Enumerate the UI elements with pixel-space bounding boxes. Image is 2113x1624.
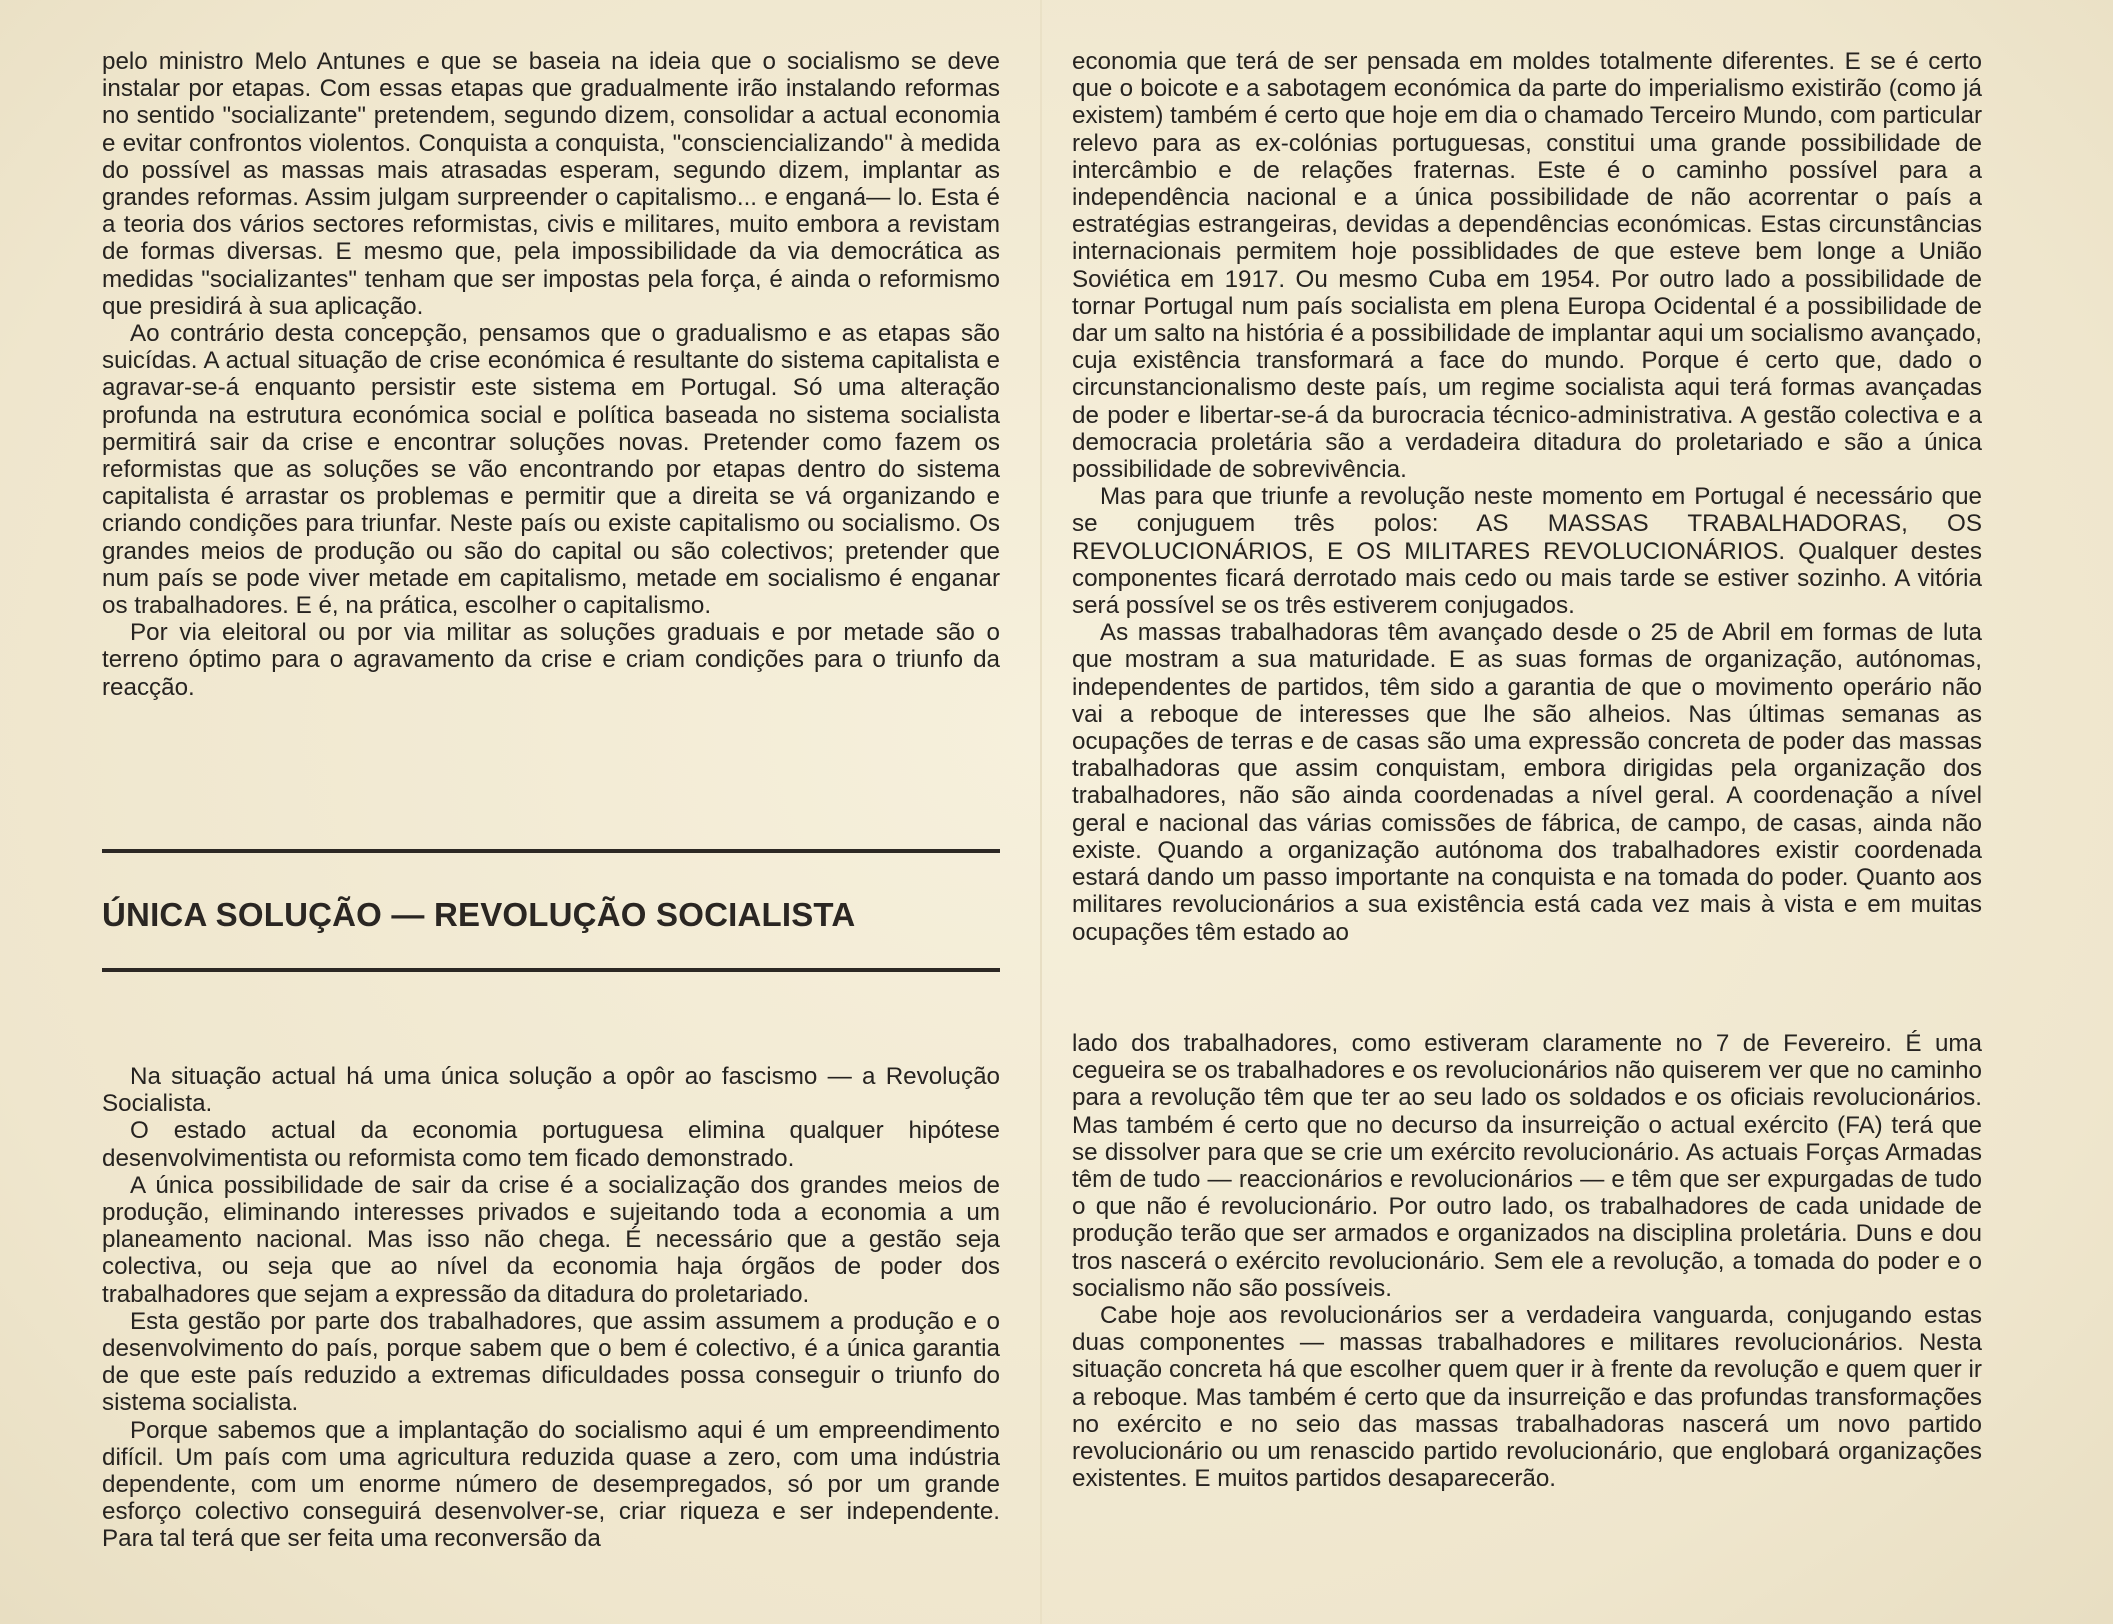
right-column-top	[1072, 48, 1982, 946]
paragraph: Mas para que triunfe a revolução neste momento em Portugal é necessário que se conjuguem três polos: AS MASSAS TRABALHADORAS, OS REVOLUCIONÁRIOS, E OS MILITARES REVOLUCIONÁRIOS. Qualquer destes componentes ficará derrotado mais cedo ou mais tarde se estiver sozinho. A vitória será possível se os três estiverem conjugados.	[1072, 483, 1982, 620]
heading-rule-bottom	[102, 968, 1000, 972]
paragraph: Por via eleitoral ou por via militar as soluções graduais e por metade são o terreno óptimo para o agravamento da crise e criam condições para o triunfo da reacção.	[102, 619, 1000, 701]
paragraph: Ao contrário desta concepção, pensamos que o gradualismo e as etapas são suicídas. A actual situação de crise económica é resultante do sistema capitalista e agravar-se-á enquanto persistir este sistema em Portugal. Só uma alteração profunda na estrutura económica social e política baseada no sistema socialista permitirá sair da crise e encontrar soluções novas. Pretender como fazem os reformistas que as soluções se vão encontrando por etapas dentro do sistema capitalista é arrastar os problemas e permitir que a direita se vá organizando e criando condições para triunfar. Neste país ou existe capitalismo ou socialismo. Os grandes meios de produção ou são do capital ou são colectivos; pretender que num país se pode viver metade em capitalismo, metade em socialismo é enganar os trabalhadores. E é, na prática, escolher o capitalismo.	[102, 320, 1000, 620]
paragraph: economia que terá de ser pensada em moldes totalmente diferentes. E se é certo que o boicote e a sabotagem económica da parte do imperialismo existirão (como já existem) também é certo que hoje em dia o chamado Terceiro Mundo, com particular relevo para as ex-colónias portuguesas, constitui uma grande possibilidade de intercâmbio e de relações fraternas. Este é o caminho possível para a independência nacional e a única possibilidade de não acorrentar o país a estratégias estrangeiras, devidas a dependências económicas. Estas circunstâncias internacionais permitem hoje possiblidades de que esteve bem longe a União Soviética em 1917. Ou mesmo Cuba em 1954. Por outro lado a possibilidade de tornar Portugal num país socialista em plena Europa Ocidental é a possibilidade de dar um salto na história é a possibilidade de implantar aqui um socialismo avançado, cuja existência transformará a face do mundo. Porque é certo que, dado o circunstancionalismo deste país, um regime socialista aqui terá formas avançadas de poder e libertar-se-á da burocracia técnico-administrativa. A gestão colectiva e a democracia proletária são a verdadeira ditadura do proletariado e são a única possibilidade de sobrevivência.	[1072, 48, 1982, 484]
paragraph: Na situação actual há uma única solução a opôr ao fascismo — a Revolução Socialista.	[102, 1063, 1000, 1118]
right-column-bottom	[1072, 1030, 1982, 1492]
paragraph: O estado actual da economia portuguesa elimina qualquer hipótese desenvolvimentista ou reformista como tem ficado demonstrado.	[102, 1117, 1000, 1172]
left-column-top	[102, 48, 1000, 701]
page-fold	[1040, 0, 1042, 1624]
section-heading: ÚNICA SOLUÇÃO — REVOLUÇÃO SOCIALISTA	[102, 896, 856, 933]
left-column-bottom	[102, 1063, 1000, 1553]
paragraph: Porque sabemos que a implantação do socialismo aqui é um empreendimento difícil. Um país com uma agricultura reduzida quase a zero, com uma indústria dependente, com um enorme número de desempregados, só por um grande esforço colectivo conseguirá desenvolver-se, criar riqueza e ser independente. Para tal terá que ser feita uma reconversão da	[102, 1416, 1000, 1553]
paragraph: A única possibilidade de sair da crise é a socialização dos grandes meios de produção, eliminando interesses privados e sujeitando toda a economia a um planeamento nacional. Mas isso não chega. É necessário que a gestão seja colectiva, ou seja que ao nível da economia haja órgãos de poder dos trabalhadores que sejam a expressão da ditadura do proletariado.	[102, 1171, 1000, 1308]
paragraph: pelo ministro Melo Antunes e que se baseia na ideia que o socialismo se deve instalar por etapas. Com essas etapas que gradualmente irão instalando reformas no sentido "socializante" pretendem, segundo dizem, consolidar a actual economia e evitar confrontos violentos. Conquista a conquista, "consciencializando" à medida do possível as massas mais atrasadas esperam, segundo dizem, implantar as grandes reformas. Assim julgam surpreender o capitalismo... e enganá— lo. Esta é a teoria dos vários sectores reformistas, civis e militares, muito embora a revistam de formas diversas. E mesmo que, pela impossibilidade da via democrática as medidas "socializantes" tenham que ser impostas pela força, é ainda o reformismo que presidirá à sua aplicação.	[102, 48, 1000, 320]
heading-rule-top	[102, 849, 1000, 853]
paragraph: lado dos trabalhadores, como estiveram claramente no 7 de Fevereiro. É uma cegueira se os trabalhadores e os revolucionários não quiserem ver que no caminho para a revolução têm que ter ao seu lado os soldados e os oficiais revolucionários. Mas também é certo que no decurso da insurreição o actual exército (FA) terá que se dissolver para que se crie um exército revolucionário. As actuais Forças Armadas têm de tudo — reaccionários e revolucionários — e têm que ser expurgadas de tudo o que não é revolucionário. Por outro lado, os trabalhadores de cada unidade de produção terão que ser armados e organizados na disciplina proletária. Duns e dou tros nascerá o exército revolucionário. Sem ele a revolução, a tomada do poder e o socialismo não são possíveis.	[1072, 1030, 1982, 1302]
paragraph: Cabe hoje aos revolucionários ser a verdadeira vanguarda, conjugando estas duas componentes — massas trabalhadores e militares revolucionários. Nesta situação concreta há que escolher quem quer ir à frente da revolução e quem quer ir a reboque. Mas também é certo que da insurreição e das profundas transformações no exército e no seio das massas trabalhadoras nascerá um novo partido revolucionário ou um renascido partido revolucionário, que englobará organizações existentes. E muitos partidos desaparecerão.	[1072, 1302, 1982, 1493]
paragraph: As massas trabalhadoras têm avançado desde o 25 de Abril em formas de luta que mostram a sua maturidade. E as suas formas de organização, autónomas, independentes de partidos, têm sido a garantia de que o movimento operário não vai a reboque de interesses que lhe são alheios. Nas últimas semanas as ocupações de terras e de casas são uma expressão concreta de poder das massas trabalhadoras que assim conquistam, embora dirigidas pela organização dos trabalhadores, não são ainda coordenadas a nível geral. A coordenação a nível geral e nacional das várias comissões de fábrica, de campo, de casas, ainda não existe. Quando a organização autónoma dos trabalhadores existir coordenada estará dando um passo importante na conquista e na tomada do poder. Quanto aos militares revolucionários a sua existência está cada vez mais à vista e em muitas ocupações têm estado ao	[1072, 619, 1982, 946]
paragraph: Esta gestão por parte dos trabalhadores, que assim assumem a produção e o desenvolvimento do país, porque sabem que o bem é colectivo, é a única garantia de que este país reduzido a extremas dificuldades possa conseguir o triunfo do sistema socialista.	[102, 1307, 1000, 1417]
